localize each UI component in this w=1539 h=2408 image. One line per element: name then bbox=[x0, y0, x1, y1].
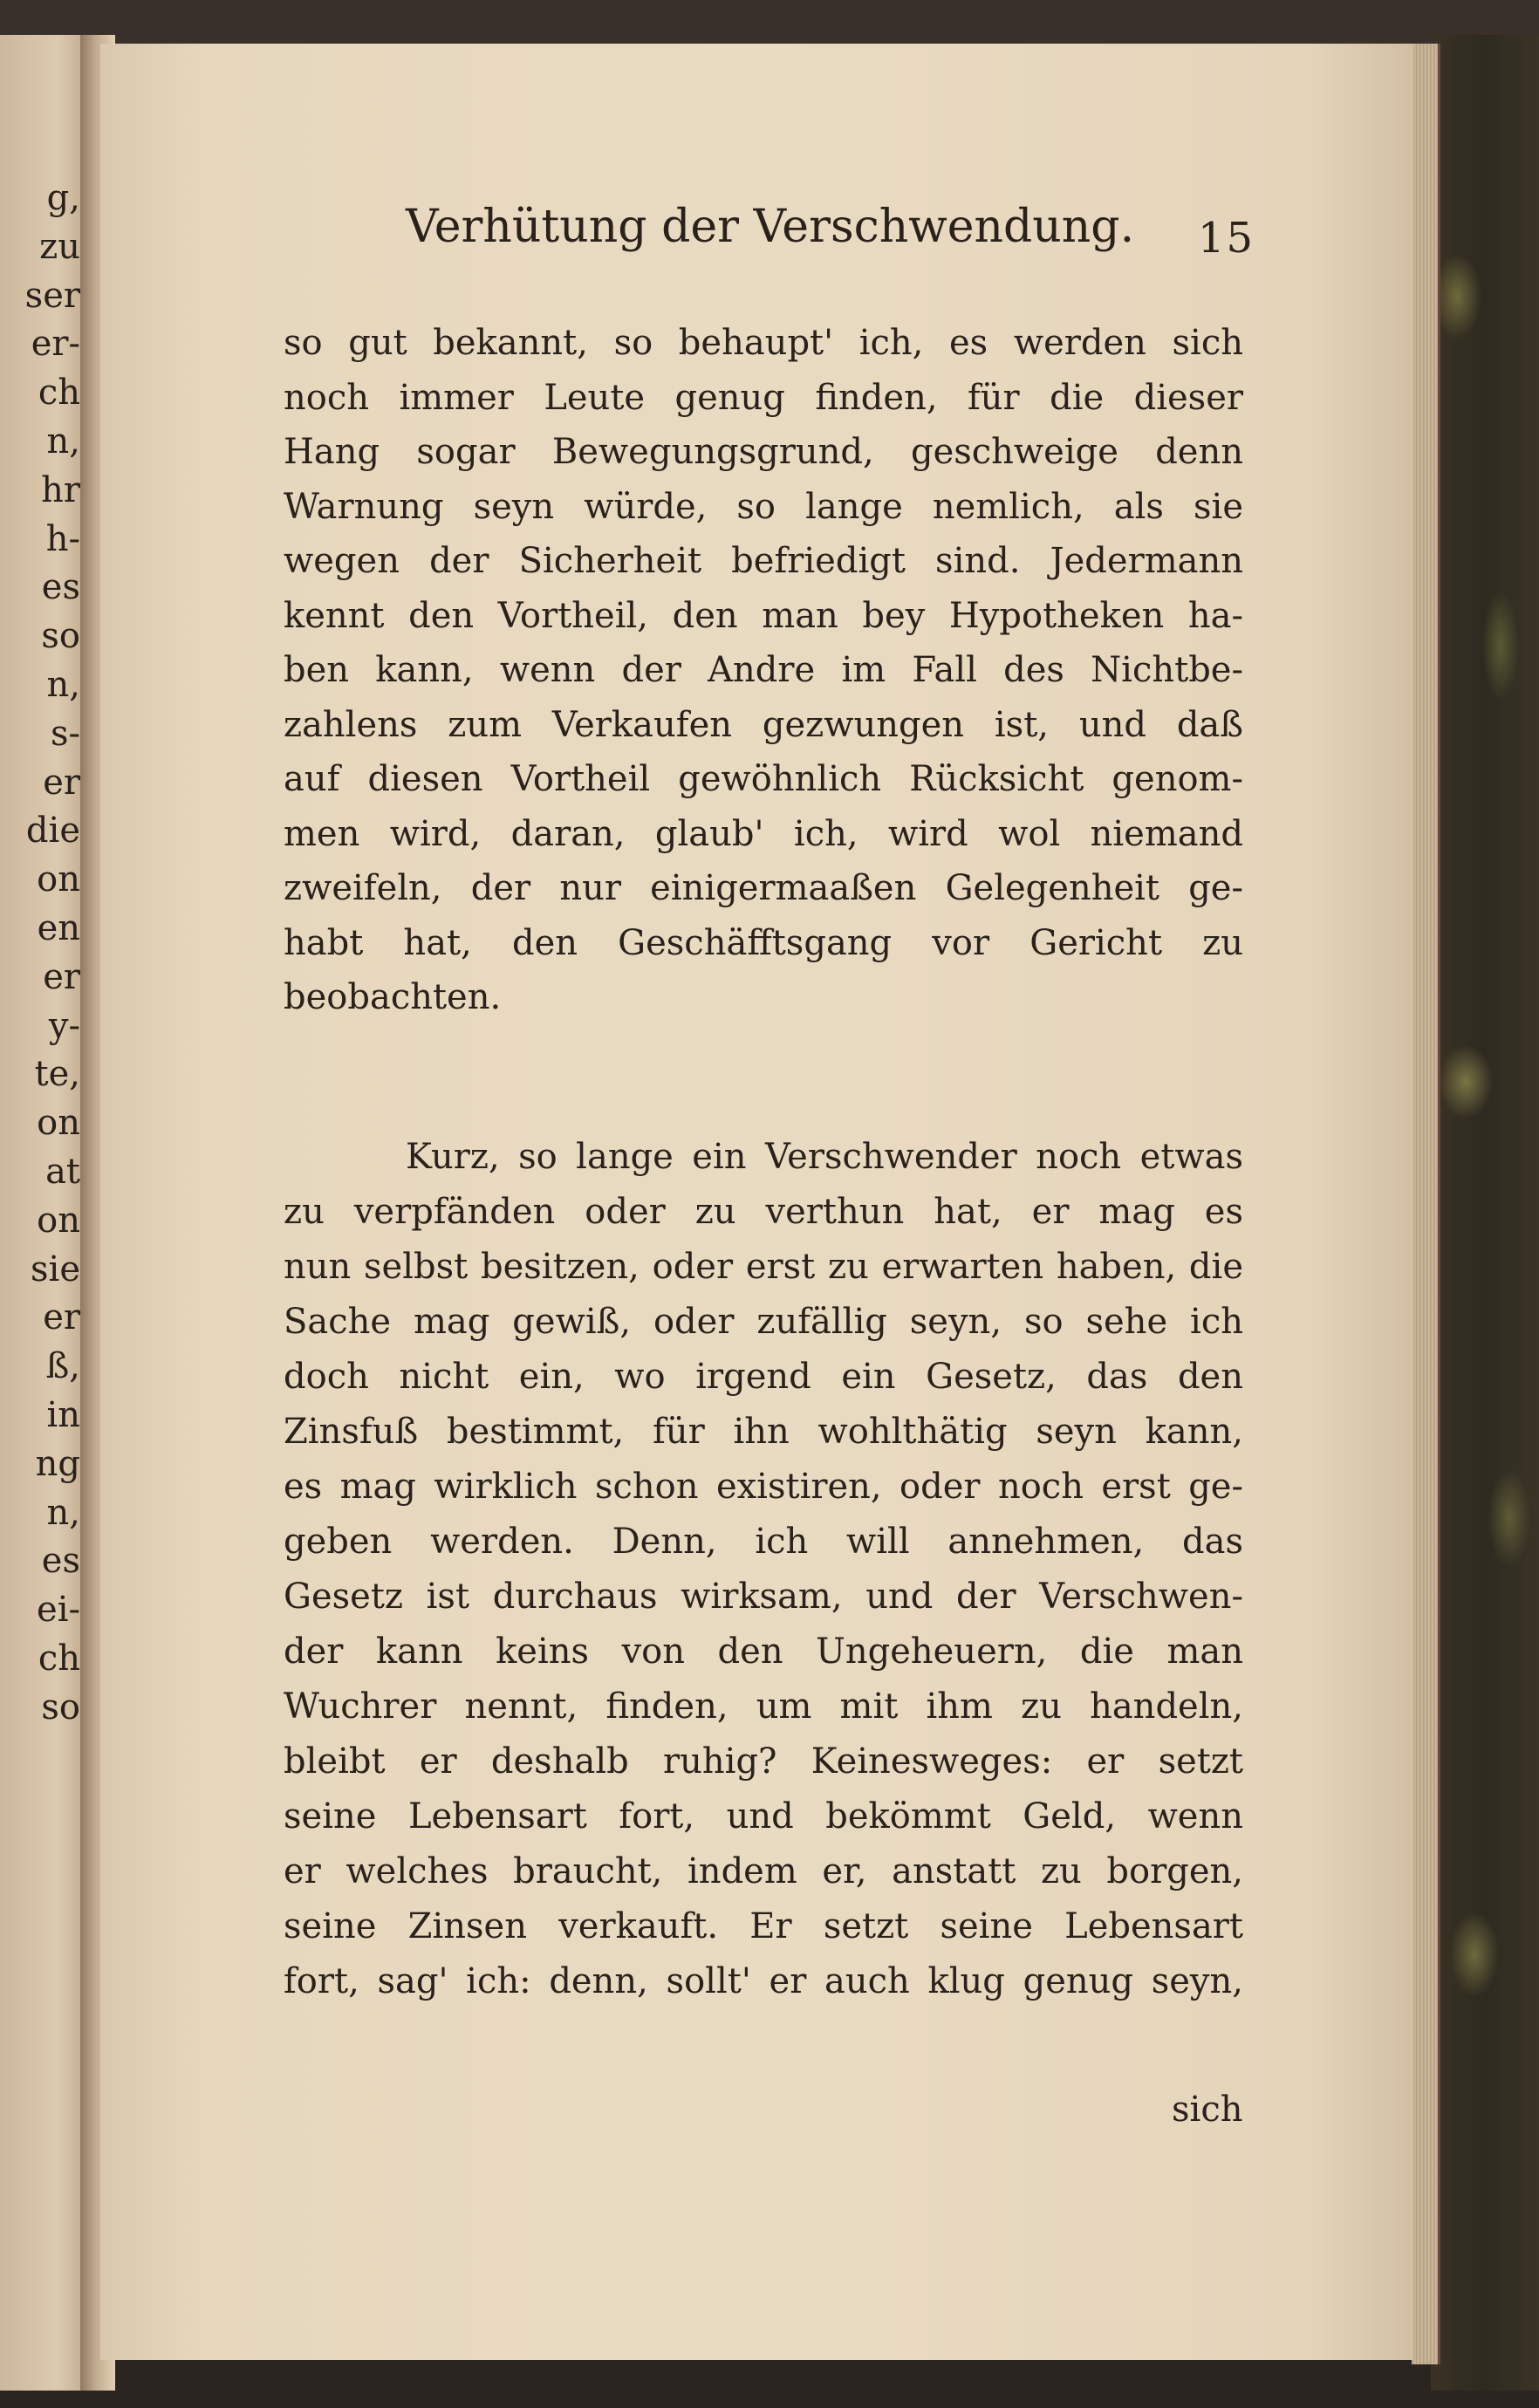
left-fragment: n, bbox=[46, 664, 80, 705]
left-fragment: er bbox=[43, 956, 80, 997]
left-fragment: ch bbox=[38, 373, 80, 414]
left-fragment: s- bbox=[50, 713, 80, 754]
text-line: zahlens zum Verkaufen gezwungen ist, und daß bbox=[284, 704, 1243, 745]
text-line: Sache mag gewiß, oder zufällig seyn, so sehe ich bbox=[284, 1302, 1243, 1342]
text-line: seine Zinsen verkauft. Er setzt seine Lebensart bbox=[284, 1906, 1243, 1946]
left-fragment: er bbox=[43, 762, 80, 803]
left-fragment: sie bbox=[31, 1248, 80, 1290]
page-number: 15 bbox=[1198, 214, 1255, 263]
left-fragment: in bbox=[46, 1394, 80, 1435]
left-fragment: n, bbox=[46, 421, 80, 462]
text-line: Warnung seyn würde, so lange nemlich, als sie bbox=[284, 486, 1243, 527]
text-line: geben werden. Denn, ich will annehmen, das bbox=[284, 1522, 1243, 1562]
text-line: doch nicht ein, wo irgend ein Gesetz, das den bbox=[284, 1357, 1243, 1397]
left-fragment: te, bbox=[34, 1054, 80, 1095]
text-line: der kann keins von den Ungeheuern, die man bbox=[284, 1632, 1243, 1672]
text-line: beobachten. bbox=[284, 977, 502, 1017]
left-fragment: on bbox=[37, 859, 80, 900]
text-line: habt hat, den Geschäfftsgang vor Gericht zu bbox=[284, 922, 1243, 963]
left-fragment: on bbox=[37, 1103, 80, 1144]
text-line: ben kann, wenn der Andre im Fall des Nichtbe- bbox=[284, 650, 1243, 690]
text-line: Zinsfuß bestimmt, für ihn wohlthätig seyn kann, bbox=[284, 1412, 1243, 1452]
left-fragment: ng bbox=[35, 1443, 80, 1484]
left-fragment: es bbox=[41, 1541, 80, 1582]
left-fragment: at bbox=[45, 1151, 80, 1192]
text-line: men wird, daran, glaub' ich, wird wol niemand bbox=[284, 813, 1243, 854]
text-line: bleibt er deshalb ruhig? Keinesweges: er setzt bbox=[284, 1741, 1243, 1782]
left-fragment: ser bbox=[24, 275, 80, 316]
left-fragment: zu bbox=[39, 226, 80, 267]
left-page-text-fragments bbox=[3, 174, 80, 1733]
text-line: Gesetz ist durchaus wirksam, und der Verschwen- bbox=[284, 1577, 1243, 1617]
text-line: so gut bekannt, so behaupt' ich, es werden sich bbox=[284, 323, 1243, 363]
text-line: auf diesen Vortheil gewöhnlich Rücksicht genom- bbox=[284, 759, 1243, 799]
paragraph-1 bbox=[284, 316, 1243, 1025]
left-fragment: hr bbox=[41, 469, 80, 510]
left-fragment: h- bbox=[45, 518, 80, 559]
running-header: Verhütung der Verschwendung. bbox=[406, 201, 1135, 253]
left-fragment: en bbox=[37, 907, 80, 948]
left-fragment: es bbox=[41, 567, 80, 608]
paragraph-2 bbox=[284, 1130, 1243, 2009]
left-fragment: on bbox=[37, 1200, 80, 1241]
text-line: Wuchrer nennt, finden, um mit ihm zu handeln, bbox=[284, 1686, 1243, 1727]
text-line: zweifeln, der nur einigermaaßen Gelegenheit ge- bbox=[284, 868, 1243, 908]
page-edges bbox=[1412, 44, 1440, 2364]
text-line: er welches braucht, indem er, anstatt zu borgen, bbox=[284, 1851, 1243, 1892]
left-fragment: ch bbox=[38, 1638, 80, 1679]
left-fragment: er bbox=[43, 1297, 80, 1338]
text-line: kennt den Vortheil, den man bey Hypotheken ha- bbox=[284, 595, 1243, 636]
left-fragment: die bbox=[25, 811, 80, 852]
left-fragment: er- bbox=[31, 324, 80, 365]
left-fragment: so bbox=[41, 1686, 80, 1727]
text-line: Kurz, so lange ein Verschwender noch etwas bbox=[406, 1137, 1243, 1177]
text-line: nun selbst besitzen, oder erst zu erwarten haben, die bbox=[284, 1247, 1243, 1287]
text-line: noch immer Leute genug finden, für die dieser bbox=[284, 377, 1243, 418]
left-fragment: g, bbox=[46, 178, 80, 218]
left-fragment: n, bbox=[46, 1492, 80, 1533]
text-line: wegen der Sicherheit befriedigt sind. Jedermann bbox=[284, 541, 1243, 581]
text-line: zu verpfänden oder zu verthun hat, er mag es bbox=[284, 1192, 1243, 1232]
right-page bbox=[100, 44, 1413, 2360]
text-line: fort, sag' ich: denn, sollt' er auch klug genug seyn, bbox=[284, 1961, 1243, 2001]
text-line: Hang sogar Bewegungsgrund, geschweige denn bbox=[284, 432, 1243, 472]
text-line: es mag wirklich schon existiren, oder noch erst ge- bbox=[284, 1467, 1243, 1507]
left-fragment: ei- bbox=[37, 1590, 80, 1631]
left-fragment: y- bbox=[48, 1005, 80, 1046]
left-fragment: so bbox=[41, 616, 80, 657]
marbled-cover-board bbox=[1431, 35, 1539, 2391]
text-line: seine Lebensart fort, und bekömmt Geld, wenn bbox=[284, 1796, 1243, 1837]
left-fragment: ß, bbox=[45, 1346, 80, 1387]
catchword: sich bbox=[1172, 2090, 1243, 2130]
